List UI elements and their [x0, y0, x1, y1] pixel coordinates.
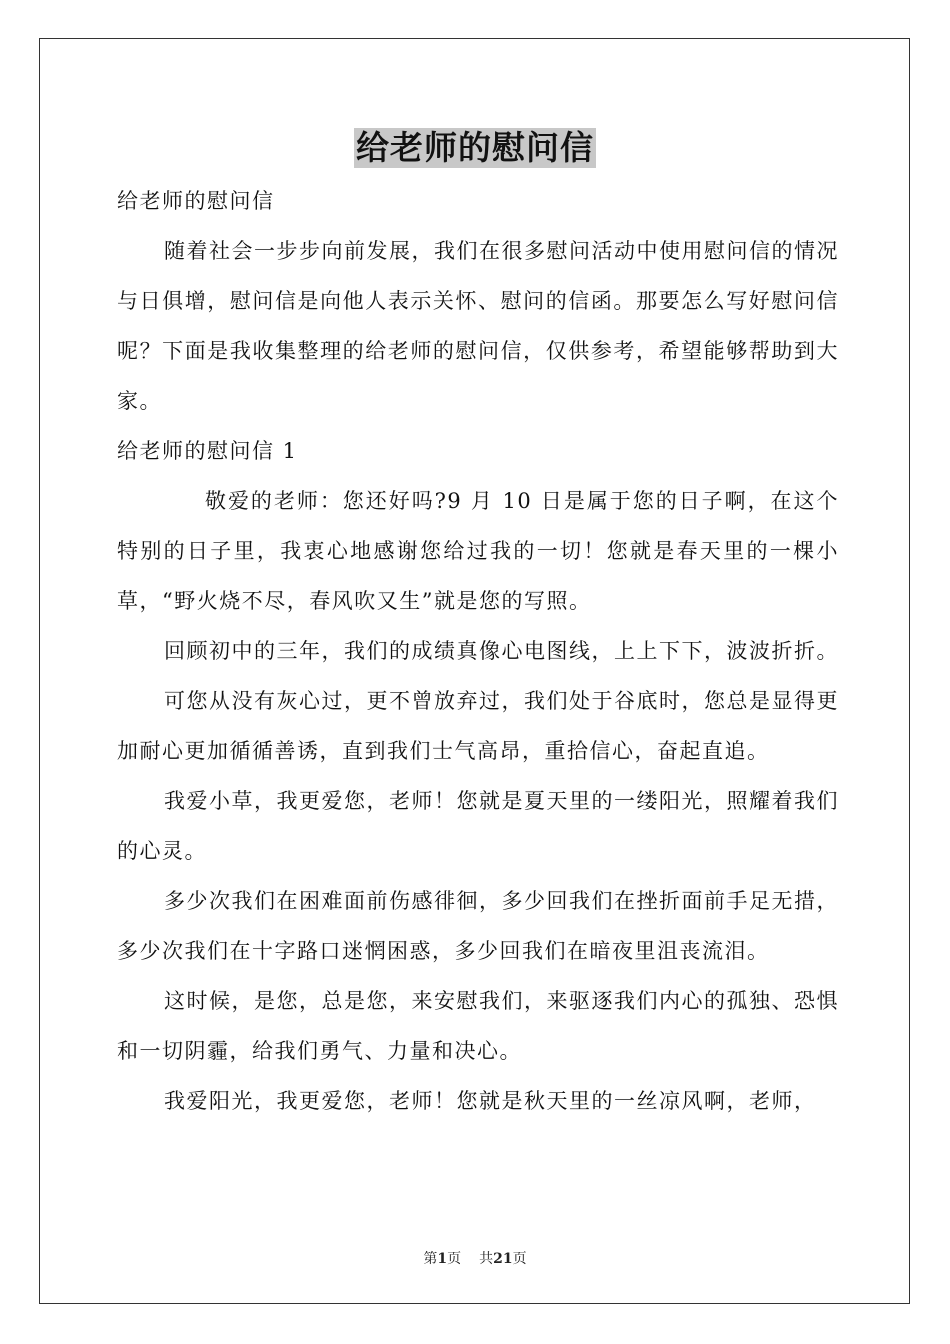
page-prefix: 第 — [423, 1251, 438, 1267]
intro-paragraph: 随着社会一步步向前发展，我们在很多慰问活动中使用慰问信的情况与日俱增，慰问信是向他人表示关怀、慰问的信函。那要怎么写好慰问信呢？下面是我收集整理的给老师的慰问信，仅供参考，希望能够帮助到大家。 — [117, 239, 839, 413]
page-number: 1 — [437, 1251, 448, 1267]
page-suffix: 页 — [447, 1251, 462, 1267]
document-title: 给老师的慰问信 — [356, 128, 594, 167]
letter-paragraph-2: 回顾初中的三年，我们的成绩真像心电图线，上上下下，波波折折。 — [164, 639, 839, 663]
page-footer — [0, 1248, 950, 1268]
letter-paragraph-3: 可您从没有灰心过，更不曾放弃过，我们处于谷底时，您总是显得更加耐心更加循循善诱，直到我们士气高昂，重拾信心，奋起直追。 — [117, 689, 839, 763]
total-pages: 21 — [493, 1251, 513, 1267]
section-heading-1: 给老师的慰问信 1 — [117, 439, 298, 463]
total-suffix: 页 — [512, 1251, 527, 1267]
title-container — [0, 128, 950, 168]
document-body — [117, 176, 839, 1126]
letter-paragraph-6: 这时候，是您，总是您，来安慰我们，来驱逐我们内心的孤独、恐惧和一切阴霾，给我们勇气、力量和决心。 — [117, 989, 839, 1063]
letter-paragraph-5: 多少次我们在困难面前伤感徘徊，多少回我们在挫折面前手足无措，多少次我们在十字路口迷惘困惑，多少回我们在暗夜里沮丧流泪。 — [117, 889, 839, 963]
document-subtitle: 给老师的慰问信 — [117, 189, 275, 213]
letter-paragraph-7: 我爱阳光，我更爱您，老师！您就是秋天里的一丝凉风啊，老师， — [164, 1089, 817, 1113]
total-prefix: 共 — [479, 1251, 494, 1267]
letter-paragraph-4: 我爱小草，我更爱您，老师！您就是夏天里的一缕阳光，照耀着我们的心灵。 — [117, 789, 839, 863]
letter-paragraph-1: 敬爱的老师：您还好吗?9 月 10 日是属于您的日子啊，在这个特别的日子里，我衷心地感谢您给过我的一切！您就是春天里的一棵小草，“野火烧不尽，春风吹又生”就是您的写照。 — [117, 489, 839, 613]
